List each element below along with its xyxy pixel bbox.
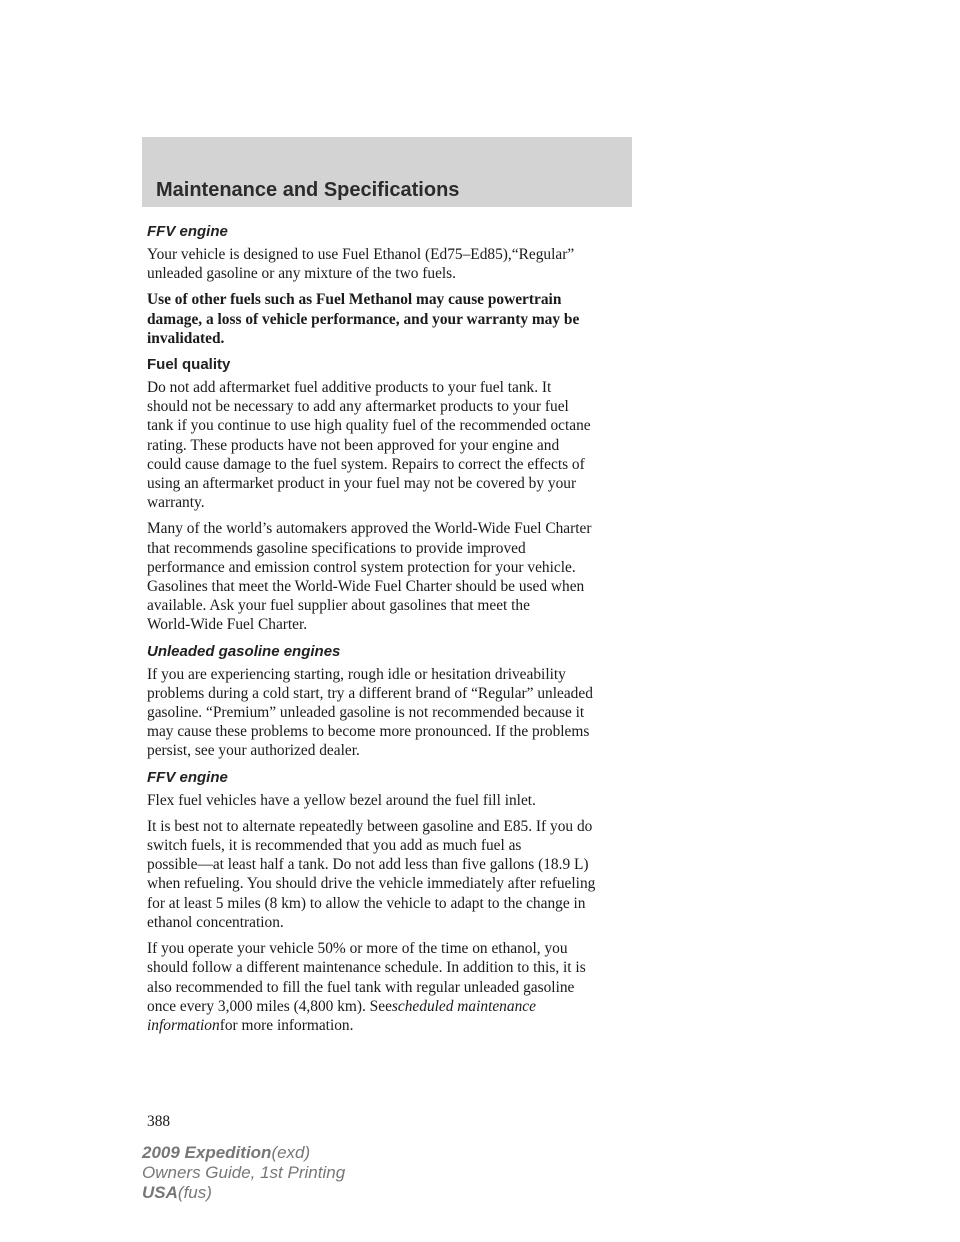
paragraph-alternate-fuels: It is best not to alternate repeatedly between gasoline and E85. If you do switch fuels, it is recommended that you add as much fuel as possible—at least half a tank. Do not add less than five gallons (18.9 L) when refueling. You should drive the vehicle immediately after refueling for at least 5 miles (8 km) to allow the vehicle to adapt to the change in ethanol concentration.: [147, 817, 596, 931]
footer-market-code: (fus): [177, 1183, 212, 1202]
paragraph-maintenance-text: If you operate your vehicle 50% or more of the time on ethanol, you should follow a different maintenance schedule. In addition to this, it is also recommended to fill the fuel tank with regular unleaded gasoline once every 3,000 miles (4,800 km). See: [147, 940, 586, 1015]
footer-line-2: Owners Guide, 1st Printing: [142, 1163, 346, 1182]
paragraph-yellow-bezel: Flex fuel vehicles have a yellow bezel around the fuel fill inlet.: [147, 791, 536, 809]
heading-unleaded-engines: Unleaded gasoline engines: [147, 642, 341, 660]
section-title: Maintenance and Specifications: [156, 179, 460, 201]
page-content: [147, 222, 637, 1042]
paragraph-driveability: If you are experiencing starting, rough idle or hesitation driveability problems during a cold start, try a different brand of “Regular” unleaded gasoline. “Premium” unleaded gasoline is not recommended because it may cause these problems to become more pronounced. If the problems persist, see your authorized dealer.: [147, 665, 593, 760]
page-number: 388: [147, 1113, 171, 1130]
paragraph-additives: Do not add aftermarket fuel additive products to your fuel tank. It should not be necessary to add any aftermarket products to your fuel tank if you continue to use high quality fuel of the recommended octane rating. These products have not been approved for your engine and could cause damage to the fuel system. Repairs to correct the effects of using an aftermarket product in your fuel may not be covered by your warranty.: [147, 379, 591, 512]
footer-model-code: (exd): [271, 1143, 311, 1162]
footer-market: USA: [142, 1183, 178, 1202]
scheduled-maintenance-link: scheduled maintenance information: [147, 997, 536, 1034]
paragraph-maintenance-end: for more information.: [219, 1016, 354, 1034]
heading-fuel-quality: Fuel quality: [147, 356, 231, 374]
paragraph-methanol-warning: Use of other fuels such as Fuel Methanol may cause powertrain damage, a loss of vehicle performance, and your warranty may be invalidated.: [147, 291, 580, 347]
footer-line-3: [142, 1183, 345, 1203]
section-header: [142, 137, 632, 207]
paragraph-maintenance-schedule: [147, 939, 637, 1035]
paragraph-fuel-charter: Many of the world’s automakers approved the World-Wide Fuel Charter that recommends gasoline specifications to provide improved performance and emission control system protection for your vehicle. Gasolines that meet the World-Wide Fuel Charter should be used when available. Ask your fuel supplier about gasolines that meet the World-Wide Fuel Charter.: [147, 520, 592, 634]
footer-model: 2009 Expedition: [142, 1143, 272, 1162]
paragraph-ffv-intro: Your vehicle is designed to use Fuel Ethanol (Ed75–Ed85),“Regular” unleaded gasoline or any mixture of the two fuels.: [147, 246, 575, 283]
heading-ffv-engine: FFV engine: [147, 223, 228, 240]
footer-line-1: [142, 1143, 345, 1163]
footer: [142, 1143, 345, 1203]
heading-ffv-engine-2: FFV engine: [147, 768, 228, 786]
